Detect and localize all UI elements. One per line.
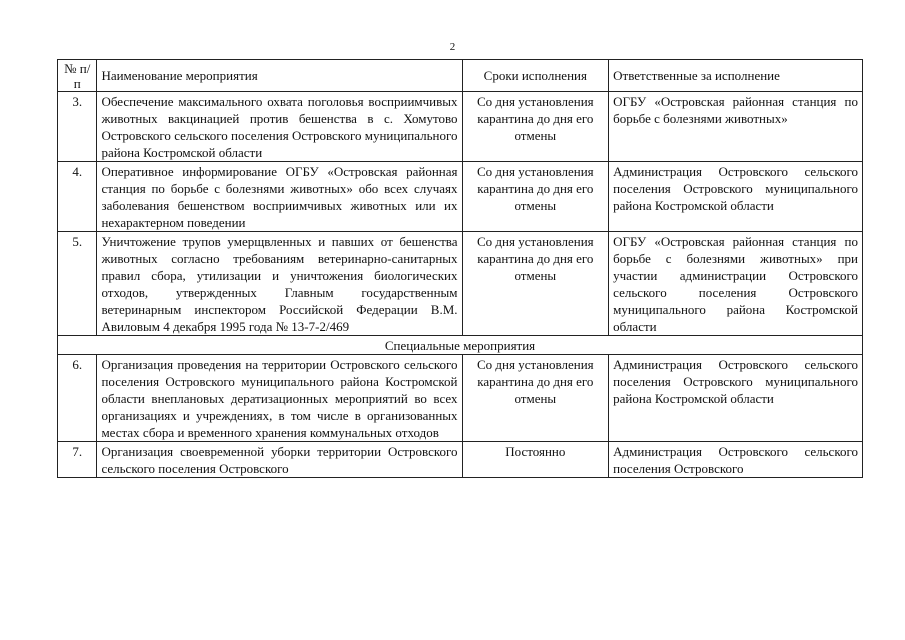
row-measure: Уничтожение трупов умерщвленных и павших от бешенства животных согласно требованиям ветеринарно-санитарных правил сбора, утилизации и уничтожения биологических отходов, утвержденных Главным государственным ветеринарным инспектором Российской Федерации В.М. Авиловым 4 декабря 1995 года № 13-7-2/469 — [97, 232, 462, 336]
row-deadline: Со дня установления карантина до дня его отмены — [462, 355, 609, 442]
row-number: 5. — [58, 232, 97, 336]
header-num: № п/п — [58, 60, 97, 92]
row-measure: Оперативное информирование ОГБУ «Островская районная станция по борьбе с болезнями животных» обо всех случаях заболевания бешенством восприимчивых животных или их нехарактерном поведении — [97, 162, 462, 232]
row-number: 3. — [58, 92, 97, 162]
header-responsible: Ответственные за исполнение — [609, 60, 863, 92]
row-responsible: Администрация Островского сельского поселения Островского — [609, 442, 863, 478]
section-row — [58, 336, 863, 355]
row-number: 7. — [58, 442, 97, 478]
row-responsible: ОГБУ «Островская районная станция по борьбе с болезнями животных» при участии администрации Островского сельского поселения Островского муниципального района Костромской области — [609, 232, 863, 336]
row-measure: Организация своевременной уборки территории Островского сельского поселения Островского — [97, 442, 462, 478]
table-row — [58, 162, 863, 232]
row-number: 6. — [58, 355, 97, 442]
table-row — [58, 355, 863, 442]
measures-table — [57, 59, 863, 478]
row-responsible: Администрация Островского сельского поселения Островского муниципального района Костромской области — [609, 162, 863, 232]
header-name: Наименование мероприятия — [97, 60, 462, 92]
row-deadline: Со дня установления карантина до дня его отмены — [462, 232, 609, 336]
table-row — [58, 232, 863, 336]
row-deadline: Постоянно — [462, 442, 609, 478]
table-header-row — [58, 60, 863, 92]
row-measure: Организация проведения на территории Островского сельского поселения Островского муниципального района Костромской области внеплановых дератизационных мероприятий во всех организациях и учреждениях, в том числе в организованных местах сбора и временного хранения коммунальных отходов — [97, 355, 462, 442]
row-number: 4. — [58, 162, 97, 232]
table-row — [58, 92, 863, 162]
table-row — [58, 442, 863, 478]
row-responsible: Администрация Островского сельского поселения Островского муниципального района Костромской области — [609, 355, 863, 442]
row-deadline: Со дня установления карантина до дня его отмены — [462, 162, 609, 232]
page-number: 2 — [449, 41, 456, 53]
row-responsible: ОГБУ «Островская районная станция по борьбе с болезнями животных» — [609, 92, 863, 162]
row-measure: Обеспечение максимального охвата поголовья восприимчивых животных вакцинацией против бешенства в с. Хомутово Островского сельского поселения Островского муниципального района Костромской области — [97, 92, 462, 162]
row-deadline: Со дня установления карантина до дня его отмены — [462, 92, 609, 162]
section-title: Специальные мероприятия — [58, 336, 863, 355]
header-time: Сроки исполнения — [462, 60, 609, 92]
